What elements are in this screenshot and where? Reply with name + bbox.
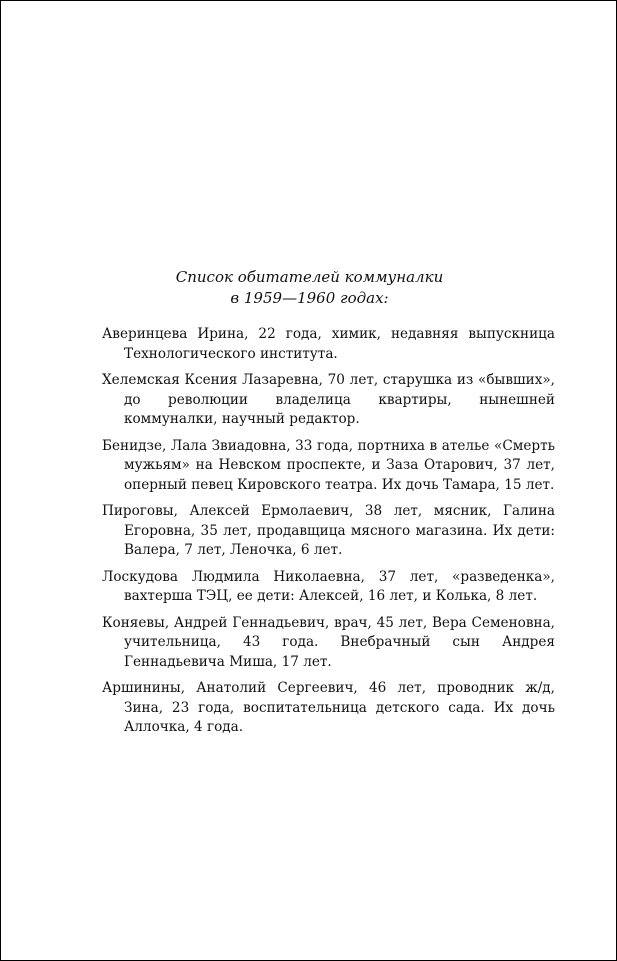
list-heading xyxy=(61,267,558,309)
resident-entry-benidze: Бенидзе, Лала Звиадовна, 33 года, портниха в ателье «Смерть мужьям» на Невском проспекте, и Заза Отарович, 37 лет, оперный певец Кировского театра. Их дочь Тамара, 15 лет. xyxy=(102,437,555,493)
resident-entry-konyaevy: Коняевы, Андрей Геннадьевич, врач, 45 лет, Вера Семеновна, учительница, 43 года. Внебрачный сын Андрея Геннадьевича Миша, 17 лет. xyxy=(102,614,555,670)
resident-entry-arshininy: Аршинины, Анатолий Сергеевич, 46 лет, проводник ж/д, Зина, 23 года, воспитательница детского сада. Их дочь Аллочка, 4 года. xyxy=(102,680,555,735)
residents-list xyxy=(102,325,555,745)
heading-line-1: Список обитателей коммуналки xyxy=(175,268,444,286)
resident-entry-pirogovy: Пироговы, Алексей Ермолаевич, 38 лет, мясник, Галина Егоровна, 35 лет, продавщица мясного магазина. Их дети: Валера, 7 лет, Леночка, 6 лет. xyxy=(102,503,555,558)
resident-entry-khelemskaya: Хелемская Ксения Лазаревна, 70 лет, старушка из «бывших», до революции владелица квартиры, нынешней коммуналки, научный редактор. xyxy=(102,372,555,427)
resident-entry-averintseva: Аверинцева Ирина, 22 года, химик, недавняя выпускница Технологического института. xyxy=(102,326,555,362)
resident-entry-loskudova: Лоскудова Людмила Николаевна, 37 лет, «разведенка», вахтерша ТЭЦ, ее дети: Алексей, 16 лет, и Колька, 8 лет. xyxy=(102,568,555,604)
heading-line-2: в 1959—1960 годах: xyxy=(230,289,389,307)
